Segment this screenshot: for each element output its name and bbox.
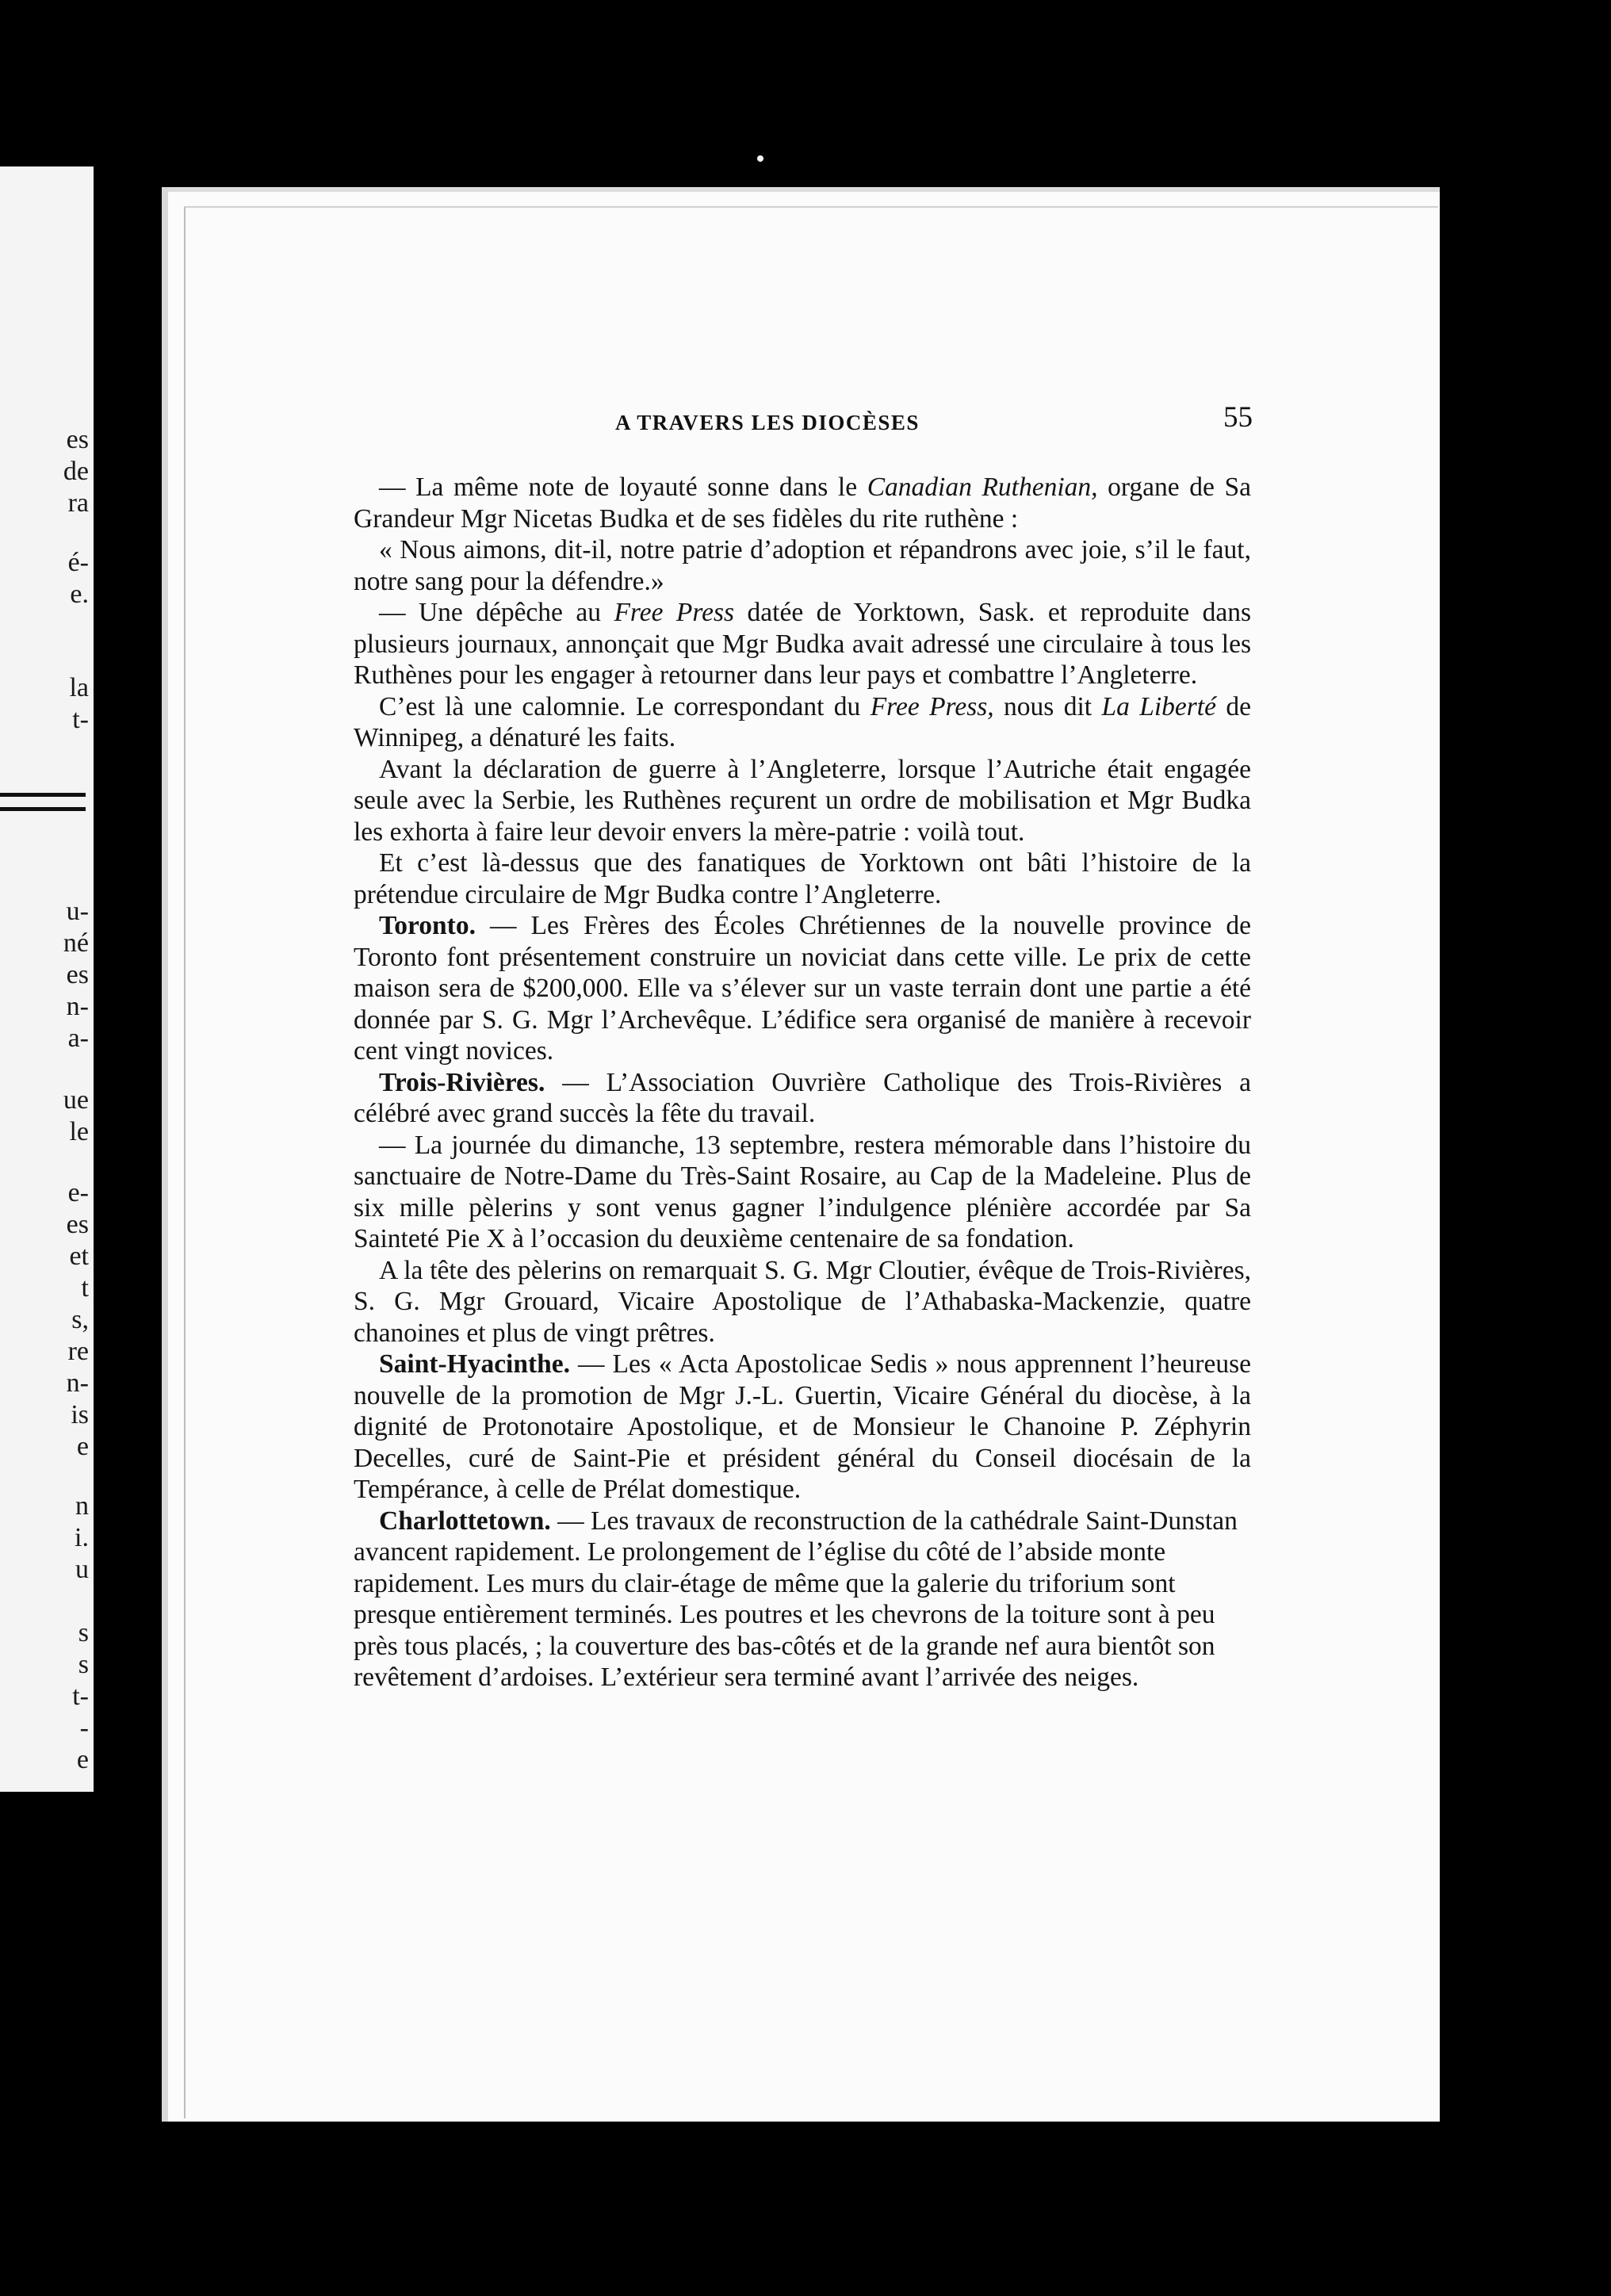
paragraph-pelerins: A la tête des pèlerins on remarquait S. G. Mgr Cloutier, évêque de Trois-Rivières, S. G. Mgr Grouard, Vicaire Apostolique de l’Athabaska-Mackenzie, quatre chanoines et plus de vingt prêtres.: [354, 1255, 1251, 1348]
facing-page-fragment: né: [63, 928, 89, 958]
text-run: C’est là une calomnie. Le correspondant du: [379, 691, 871, 721]
paragraph-canadian-ruthenian: [354, 472, 1251, 534]
paragraph-free-press: [354, 597, 1251, 691]
facing-page-fragment: t-: [72, 1682, 89, 1711]
facing-page-fragment: le: [69, 1117, 89, 1146]
text-run: organe de Sa Grandeur Mgr Nicetas Budka et de ses fidèles du rite ruthène :: [354, 473, 1251, 534]
facing-page-fragment: e.: [70, 580, 89, 609]
paragraph-charlottetown: [354, 1506, 1251, 1693]
page-header: [349, 396, 1253, 444]
facing-page-fragment: es: [66, 1210, 89, 1239]
paragraph-quote: « Nous aimons, dit-il, notre patrie d’adoption et répandrons avec joie, s’il le faut, notre sang pour la défendre.»: [354, 535, 1251, 596]
text-run: datée de Yorktown, Sask. et reproduite dans plusieurs journaux, annonçait que Mgr Budka avait adressé une circulaire à tous les Ruthènes pour les engager à retourner dans leur pays et combattre l’Angleterre.: [354, 598, 1251, 690]
text-run: — Les travaux de reconstruction de la cathédrale Saint-Dunstan avancent rapidement. Le prolongement de l’église du côté de l’abside monte rapidement. Les murs du clair-étage de même que la galerie du triforium sont presque entièrement terminés. Les poutres et les chevrons de la toiture sont à peu près tous placés, ; la couverture des bas-côtés et de la grande nef aura bientôt son revêtement d’ardoises. L’extérieur sera terminé avant l’arrivée des neiges.: [354, 1506, 1238, 1692]
facing-page-fragment: es: [66, 425, 89, 454]
text-run: — Les « Acta Apostolicae Sedis » nous apprennent l’heureuse nouvelle de la promotion de Mgr J.-L. Guertin, Vicaire Général du diocèse, à la dignité de Protonotaire Apostolique, et de Monsieur le Chanoine P. Zéphyrin Decelles, curé de Saint-Pie et président général du Conseil diocésain de la Tempérance, à celle de Prélat domestique.: [354, 1349, 1251, 1504]
facing-page-fragment: i.: [75, 1523, 89, 1552]
text-run: de Winnipeg, a dénaturé les faits.: [354, 691, 1252, 752]
facing-page-fragment: de: [63, 457, 89, 486]
place-heading: Charlottetown.: [379, 1506, 551, 1536]
facing-page-fragment: n: [75, 1491, 89, 1521]
facing-page-fragment: e-: [67, 1178, 89, 1207]
paragraph-trois-rivieres: [354, 1067, 1251, 1130]
facing-page-strip: [0, 166, 94, 1792]
text-run: nous dit: [993, 691, 1102, 721]
place-heading: Trois-Rivières.: [379, 1067, 545, 1097]
text-run: — Les Frères des Écoles Chrétiennes de la nouvelle province de Toronto font présentement construire un noviciat dans cette ville. Le prix de cette maison sera de $200,000. Elle va s’élever sur un vaste terrain dont une partie a été donnée par S. G. Mgr l’Archevêque. L’édifice sera organisé de manière à recevoir cent vingt novices.: [354, 911, 1251, 1066]
paragraph-saint-hyacinthe: [354, 1349, 1251, 1506]
text-run: — La même note de loyauté sonne dans le: [379, 473, 867, 502]
paragraph-declaration: Avant la déclaration de guerre à l’Angleterre, lorsque l’Autriche était engagée seule avec la Serbie, les Ruthènes reçurent un ordre de mobilisation et Mgr Budka les exhorta à faire leur devoir envers la mère-patrie : voilà tout.: [354, 754, 1251, 847]
facing-page-fragment: t-: [72, 705, 89, 734]
text-run: — L’Association Ouvrière Catholique des Trois-Rivières a célébré avec grand succès la fête du travail.: [354, 1067, 1251, 1128]
running-head: A TRAVERS LES DIOCÈSES: [615, 411, 920, 434]
paragraph-toronto: [354, 910, 1251, 1067]
facing-page-fragment: u-: [66, 897, 89, 926]
facing-page-fragment: is: [71, 1400, 89, 1429]
paragraph-pelerinage: — La journée du dimanche, 13 septembre, restera mémorable dans l’histoire du sanctuaire de Notre-Dame du Très-Saint Rosaire, au Cap de la Madeleine. Plus de six mille pèlerins y sont venus gagner l’indulgence plénière accordée par Sa Sainteté Pie X à l’occasion du deuxième centenaire de sa fondation.: [354, 1130, 1251, 1253]
facing-page-fragment: s,: [71, 1305, 89, 1334]
facing-page-fragment: e: [76, 1432, 89, 1461]
paragraph-calomnie: [354, 691, 1251, 754]
facing-page-rule: [0, 793, 86, 797]
facing-page-fragment: s: [78, 1618, 89, 1647]
text-run: — Une dépêche au: [379, 598, 614, 627]
facing-page-fragment: é-: [67, 548, 89, 577]
facing-page-fragment: n-: [66, 992, 89, 1021]
facing-page-fragment: a-: [67, 1024, 89, 1053]
facing-page-fragment: s: [78, 1650, 89, 1679]
page-number: 55: [1223, 401, 1253, 434]
facing-page-fragment: ra: [67, 488, 89, 518]
publication-title: La Liberté: [1101, 691, 1216, 721]
facing-page-fragment: e: [76, 1745, 89, 1774]
publication-title: Canadian Ruthenian,: [867, 473, 1098, 502]
place-heading: Toronto.: [379, 911, 476, 940]
facing-page-fragment: et: [69, 1242, 89, 1271]
facing-page-rule: [0, 807, 86, 811]
facing-page-fragment: ue: [63, 1085, 89, 1115]
dust-speck: [757, 155, 763, 162]
paragraph-yorktown: Et c’est là-dessus que des fanatiques de Yorktown ont bâti l’histoire de la prétendue circulaire de Mgr Budka contre l’Angleterre.: [354, 848, 1251, 909]
publication-title: Free Press,: [870, 691, 994, 721]
facing-page-fragment: -: [79, 1713, 89, 1743]
place-heading: Saint-Hyacinthe.: [379, 1349, 571, 1379]
facing-page-fragment: t: [81, 1273, 89, 1303]
facing-page-fragment: n-: [66, 1368, 89, 1398]
article-body: [354, 472, 1251, 1693]
facing-page-fragment: u: [75, 1555, 89, 1584]
facing-page-fragment: es: [66, 960, 89, 989]
facing-page-fragment: re: [67, 1337, 89, 1366]
facing-page-fragment: la: [69, 673, 89, 702]
publication-title: Free Press: [614, 598, 735, 627]
